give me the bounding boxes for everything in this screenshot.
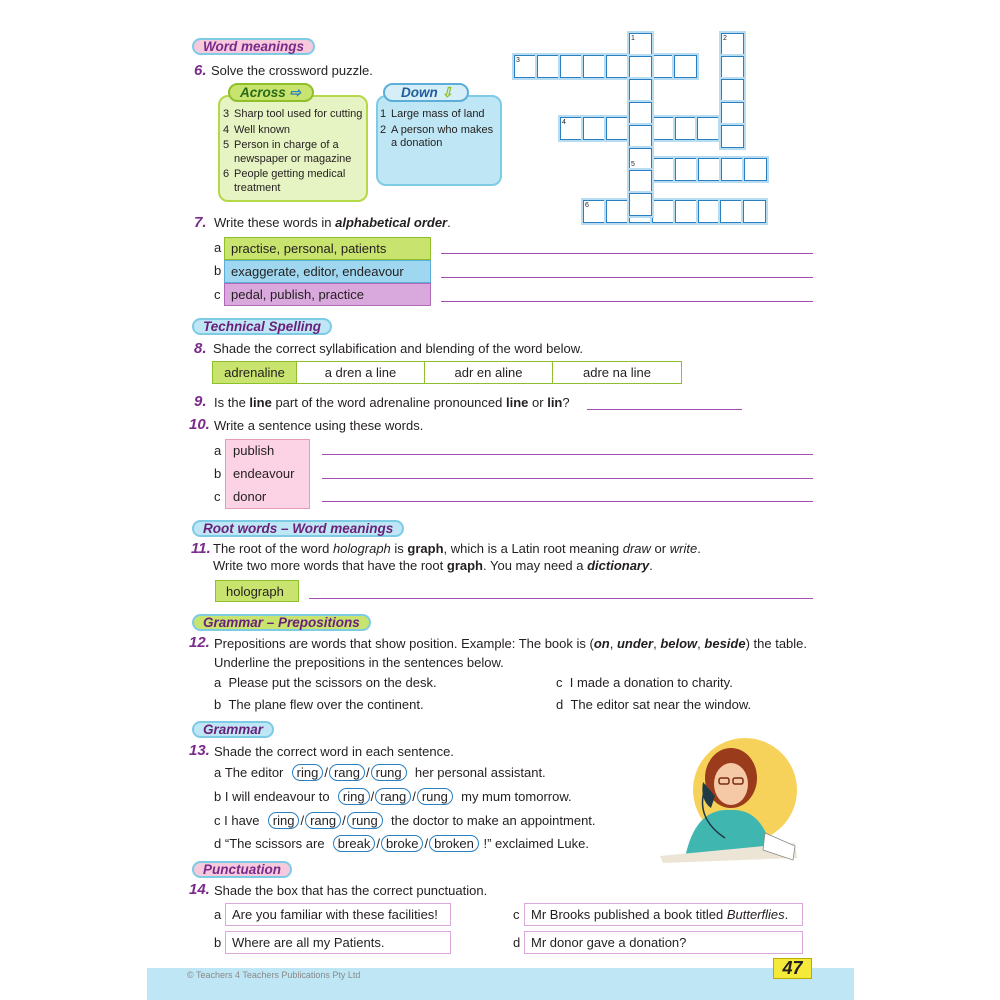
syllabification-options (212, 361, 682, 384)
question-12-number: 12. (189, 634, 210, 651)
question-10-text: Write a sentence using these words. (214, 418, 424, 433)
row-letter: b (214, 466, 222, 481)
answer-line[interactable] (587, 409, 742, 410)
sentence-item[interactable]: d The editor sat near the window. (556, 697, 752, 712)
row-letter: c (513, 907, 520, 922)
crossword-number: 1 (631, 35, 635, 42)
option-syllable-1[interactable]: a dren a line (297, 362, 425, 383)
crossword-cell[interactable] (675, 200, 698, 223)
crossword-cell[interactable] (606, 55, 629, 78)
question-14-text: Shade the box that has the correct punctuation. (214, 883, 488, 898)
crossword-cell[interactable] (721, 125, 744, 148)
crossword-cell[interactable] (560, 55, 583, 78)
section-word-meanings: Word meanings (192, 38, 315, 55)
choice-rung[interactable]: rung (417, 788, 453, 805)
crossword-cell[interactable] (651, 55, 674, 78)
crossword-number: 2 (723, 35, 727, 42)
word-list-a: practise, personal, patients (224, 237, 431, 260)
choice-rang[interactable]: rang (375, 788, 411, 805)
question-12-line-2: Underline the prepositions in the sentences below. (214, 655, 504, 670)
across-clue: 4 Well known (223, 123, 291, 136)
down-clue: 2 A person who makes a donation (380, 123, 494, 149)
crossword-cell[interactable] (720, 200, 743, 223)
footer-copyright: © Teachers 4 Teachers Publications Pty Ltd (187, 970, 361, 980)
across-clue: 6 People getting medical treatment (223, 168, 346, 194)
punctuation-option-b[interactable]: Where are all my Patients. (225, 931, 451, 954)
word-donor: donor (233, 489, 267, 504)
question-12-line-1: Prepositions are words that show position. Example: The book is (on, under, below, beside) the table. (214, 636, 808, 651)
section-grammar-prepositions: Grammar – Prepositions (192, 614, 371, 631)
answer-line[interactable] (441, 301, 813, 302)
across-clue: 3 Sharp tool used for cutting (223, 108, 363, 120)
sentence-row-c: c I have ring / rang / rung the doctor to make an appointment. (214, 813, 596, 828)
row-letter: b (214, 263, 222, 278)
answer-line[interactable] (322, 454, 813, 455)
crossword-cell[interactable] (721, 158, 744, 181)
sentence-row-a: a The editor ring / rang / rung her personal assistant. (214, 765, 546, 780)
row-letter: a (214, 240, 222, 255)
question-8-text: Shade the correct syllabification and blending of the word below. (213, 341, 584, 356)
down-label: Down ⇩ (383, 83, 469, 102)
row-letter: b (214, 935, 222, 950)
page-number: 47 (773, 958, 812, 979)
crossword-cell[interactable] (721, 79, 744, 102)
row-letter: d (513, 935, 521, 950)
crossword-cell[interactable] (629, 193, 652, 216)
choice-rung[interactable]: rung (371, 764, 407, 781)
crossword-number: 4 (562, 119, 566, 126)
question-6-number: 6. (194, 62, 207, 79)
crossword-cell[interactable] (652, 117, 675, 140)
punctuation-option-d[interactable]: Mr donor gave a donation? (524, 931, 803, 954)
sentence-item[interactable]: a Please put the scissors on the desk. (214, 675, 437, 690)
answer-line[interactable] (322, 478, 813, 479)
down-clue: 1 Large mass of land (380, 108, 485, 120)
choice-broken[interactable]: broken (429, 835, 479, 852)
crossword-cell[interactable] (629, 102, 652, 125)
woman-on-phone-illustration (655, 738, 800, 863)
crossword-cell[interactable] (629, 56, 652, 79)
word-list-c: pedal, publish, practice (224, 283, 431, 306)
crossword-cell[interactable] (721, 56, 744, 79)
choice-ring[interactable]: ring (338, 788, 370, 805)
crossword-cell[interactable] (721, 102, 744, 125)
choice-broke[interactable]: broke (381, 835, 424, 852)
across-label: Across ⇨ (228, 83, 314, 102)
option-syllable-3[interactable]: adre na line (583, 365, 651, 380)
section-grammar: Grammar (192, 721, 274, 738)
question-14-number: 14. (189, 881, 210, 898)
question-9-number: 9. (194, 393, 207, 410)
across-clues (223, 108, 368, 197)
arrow-down-icon: ⇩ (441, 85, 453, 100)
crossword-number: 6 (585, 202, 589, 209)
crossword-cell[interactable] (606, 117, 629, 140)
question-11-line-2: Write two more words that have the root graph. You may need a dictionary. (213, 558, 653, 573)
question-11-number: 11. (191, 540, 211, 557)
crossword-cell[interactable] (583, 117, 606, 140)
crossword-cell[interactable] (698, 158, 721, 181)
crossword-number: 5 (631, 161, 635, 168)
answer-line[interactable] (322, 501, 813, 502)
crossword-cell[interactable] (629, 79, 652, 102)
question-10-number: 10. (189, 416, 210, 433)
crossword-cell[interactable] (674, 55, 697, 78)
choice-rang[interactable]: rang (329, 764, 365, 781)
answer-line[interactable] (441, 253, 813, 254)
question-7-number: 7. (194, 214, 207, 231)
punctuation-option-a[interactable]: Are you familiar with these facilities! (225, 903, 451, 926)
section-root-words: Root words – Word meanings (192, 520, 404, 537)
answer-line[interactable] (441, 277, 813, 278)
crossword-cell[interactable] (675, 117, 698, 140)
crossword-cell[interactable] (697, 117, 720, 140)
question-9-text: Is the line part of the word adrenaline pronounced line or lin? (214, 395, 570, 410)
sentence-item[interactable]: b The plane flew over the continent. (214, 697, 424, 712)
section-technical-spelling: Technical Spelling (192, 318, 332, 335)
choice-ring[interactable]: ring (268, 812, 300, 829)
row-letter: a (214, 907, 222, 922)
arrow-right-icon: ⇨ (289, 85, 301, 100)
choice-rang[interactable]: rang (305, 812, 341, 829)
sentence-item[interactable]: c I made a donation to charity. (556, 675, 733, 690)
question-7-text: Write these words in alphabetical order. (214, 215, 451, 230)
crossword-cell[interactable] (652, 200, 675, 223)
answer-line[interactable] (309, 598, 813, 599)
crossword-cell[interactable] (629, 125, 652, 148)
row-letter: c (214, 287, 221, 302)
choice-ring[interactable]: ring (292, 764, 324, 781)
crossword-cell[interactable] (675, 158, 698, 181)
crossword-cell[interactable] (698, 200, 721, 223)
punctuation-option-c[interactable]: Mr Brooks published a book titled Butterflies. (524, 903, 803, 926)
question-11-line-1: The root of the word holograph is graph, which is a Latin root meaning draw or write. (213, 541, 701, 556)
section-punctuation: Punctuation (192, 861, 292, 878)
word-publish: publish (233, 443, 275, 458)
option-adrenaline[interactable]: adrenaline (213, 362, 297, 383)
row-letter: a (214, 443, 222, 458)
crossword-cell[interactable] (537, 55, 560, 78)
crossword-cell[interactable] (652, 158, 675, 181)
question-6-text: Solve the crossword puzzle. (211, 63, 373, 78)
question-13-number: 13. (189, 742, 210, 759)
word-endeavour: endeavour (233, 466, 295, 481)
choice-rung[interactable]: rung (347, 812, 383, 829)
down-clues (380, 108, 498, 153)
across-clue: 5 Person in charge of a newspaper or magazine (223, 139, 352, 165)
crossword-cell[interactable] (629, 170, 652, 193)
sentence-row-d: d “The scissors are break / broke / broken !” exclaimed Luke. (214, 836, 589, 851)
word-list-b: exaggerate, editor, endeavour (224, 260, 431, 283)
crossword-cell[interactable] (743, 200, 766, 223)
crossword-cell[interactable] (744, 158, 767, 181)
crossword-cell[interactable] (583, 55, 606, 78)
question-13-text: Shade the correct word in each sentence. (214, 744, 454, 759)
sentence-row-b: b I will endeavour to ring / rang / rung my mum tomorrow. (214, 789, 572, 804)
crossword-number: 3 (516, 57, 520, 64)
option-syllable-2[interactable]: adr en aline (425, 362, 553, 383)
word-holograph: holograph (215, 580, 299, 602)
crossword-cell[interactable] (606, 200, 629, 223)
choice-break[interactable]: break (333, 835, 376, 852)
row-letter: c (214, 489, 221, 504)
question-8-number: 8. (194, 340, 207, 357)
